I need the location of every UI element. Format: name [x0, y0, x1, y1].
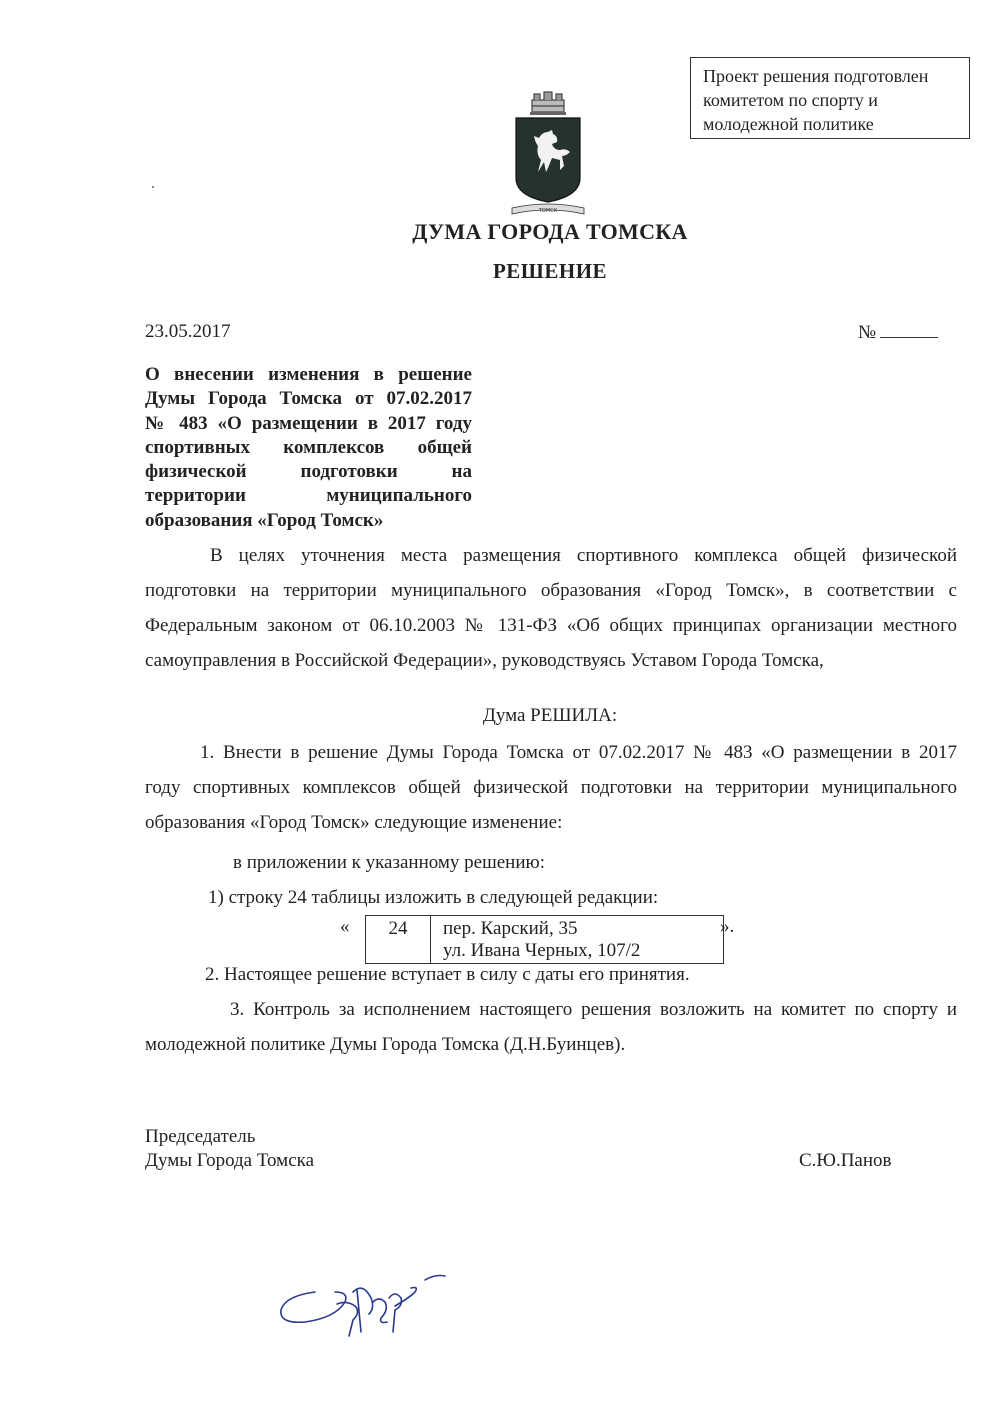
paragraph-line: подготовки на территории муниципального образования «Город Томск», в соответствии с: [145, 580, 957, 601]
tomsk-coat-of-arms-icon: [508, 90, 588, 220]
stamp-line: Проект решения подготовлен: [703, 66, 929, 86]
document-date: 23.05.2017: [145, 321, 231, 342]
subject-line: Думы Города Томска от 07.02.2017: [145, 388, 472, 410]
subject-line: О внесении изменения в решение: [145, 364, 472, 385]
number-blank-line: [880, 321, 938, 338]
address-line: пер. Карский, 35: [443, 918, 578, 939]
number-label: №: [858, 322, 877, 343]
subject-line: физической подготовки на: [145, 461, 472, 483]
subject-line: спортивных комплексов общей: [145, 436, 472, 458]
decision-heading: Дума РЕШИЛА:: [482, 705, 618, 726]
clause-2: 2. Настоящее решение вступает в силу с даты его принятия.: [205, 964, 690, 985]
paragraph-line: В целях уточнения места размещения спортивного комплекса общей физической: [210, 545, 957, 566]
document-subject: [145, 363, 472, 533]
signatory-title-line: Думы Города Томска: [145, 1150, 315, 1171]
clause-1-subpoint-1: 1) строку 24 таблицы изложить в следующей редакции:: [208, 887, 659, 908]
stamp-line: комитетом по спорту и: [703, 90, 878, 110]
paragraph-line: 3. Контроль за исполнением настоящего решения возложить на комитет по спорту и: [230, 999, 957, 1020]
organization-title: ДУМА ГОРОДА ТОМСКА: [412, 219, 688, 244]
signatory-name: С.Ю.Панов: [799, 1150, 892, 1171]
paragraph-line: образования «Город Томск» следующие изменение:: [145, 812, 563, 833]
signatory-title-line: Председатель: [145, 1126, 256, 1147]
handwritten-signature-icon: [275, 1262, 455, 1342]
clause-1-subpoint: в приложении к указанному решению:: [233, 852, 545, 873]
close-quote: ».: [720, 916, 735, 937]
clause-1: [145, 735, 957, 840]
prepared-by-stamp: [690, 57, 970, 139]
subject-line: № 483 «О размещении в 2017 году: [145, 412, 472, 434]
paragraph-line: самоуправления в Российской Федерации», руководствуясь Уставом Города Томска,: [145, 650, 824, 671]
subject-line: образования «Город Томск»: [145, 509, 384, 531]
paragraph-line: 1. Внести в решение Думы Города Томска от 07.02.2017 № 483 «О размещении в 2017: [200, 742, 957, 763]
preamble-paragraph: [145, 538, 957, 678]
paragraph-line: молодежной политике Думы Города Томска (Д.Н.Буинцев).: [145, 1034, 626, 1055]
signatory-title: [145, 1125, 314, 1173]
clause-3: [145, 992, 957, 1062]
subject-line: территории муниципального: [145, 485, 472, 507]
crest-ribbon-text: ТОМСК: [538, 208, 558, 214]
document-type: РЕШЕНИЕ: [492, 259, 608, 283]
paragraph-line: году спортивных комплексов общей физической подготовки на территории муниципального: [145, 777, 957, 798]
stamp-line: молодежной политике: [703, 114, 874, 134]
row-number-cell: 24: [366, 916, 431, 964]
address-line: ул. Ивана Черных, 107/2: [443, 940, 641, 961]
document-number: [858, 321, 938, 344]
open-quote: «: [340, 916, 350, 937]
scan-speck: [152, 186, 154, 188]
paragraph-line: Федеральным законом от 06.10.2003 № 131-ФЗ «Об общих принципах организации местного: [145, 615, 957, 636]
